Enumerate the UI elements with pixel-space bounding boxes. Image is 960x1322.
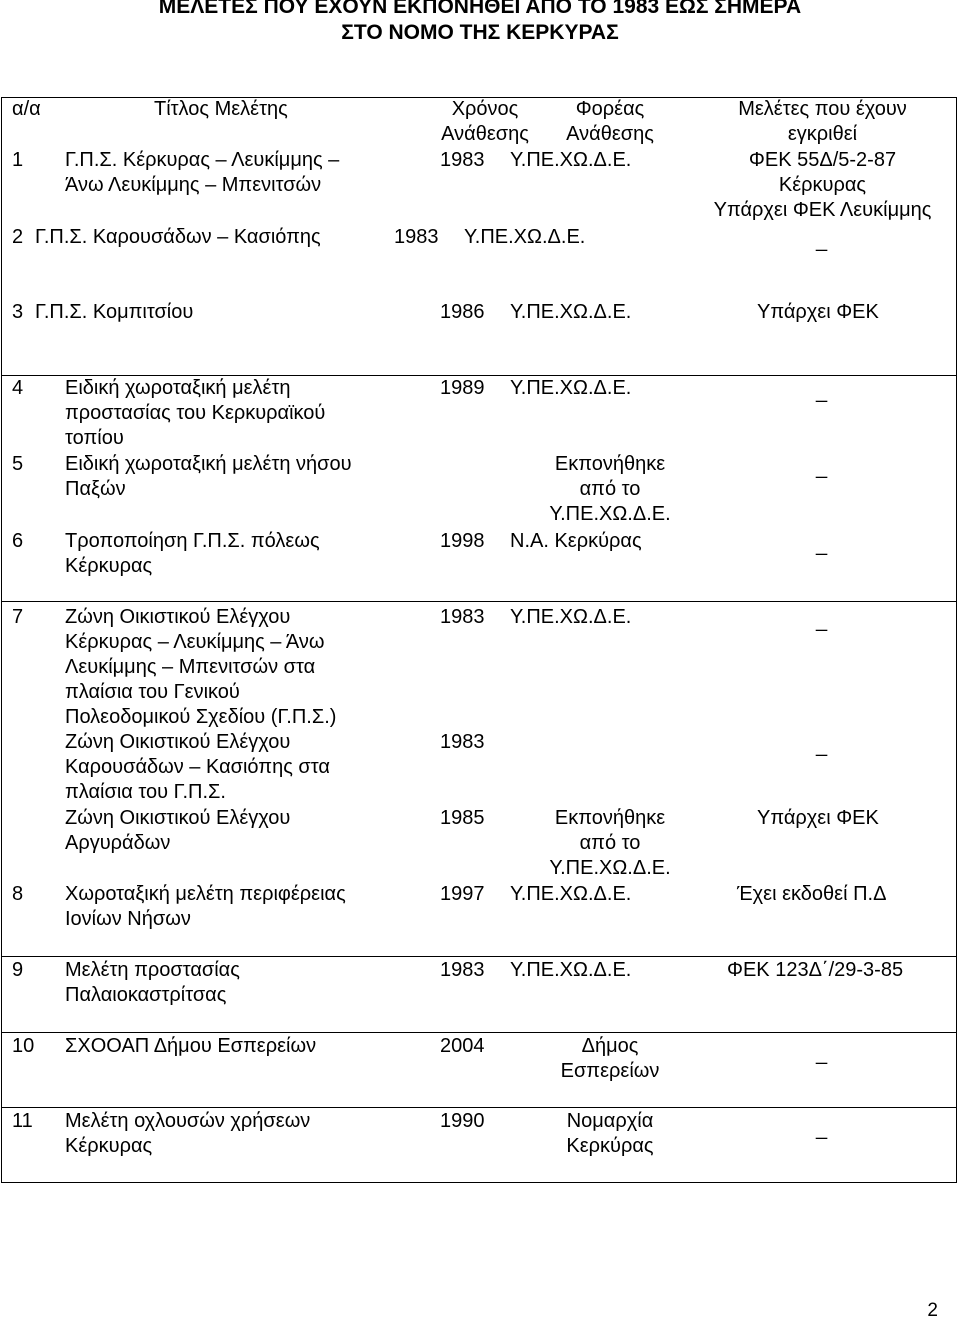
page-title-line-2: ΣΤΟ ΝΟΜΟ ΤΗΣ ΚΕΡΚΥΡΑΣ	[341, 21, 619, 44]
page-title-line-1: ΜΕΛΕΤΕΣ ΠΟΥ ΕΧΟΥΝ ΕΚΠΟΝΗΘΕΙ ΑΠΟ ΤΟ 1983 ΕΩΣ ΣΗΜΕΡΑ	[158, 0, 802, 18]
row-divider	[1, 1107, 957, 1108]
row-8-title: Χωροταξική μελέτη περιφέρειας Ιονίων Νήσων	[65, 883, 346, 930]
row-3-approved: Υπάρχει ΦΕΚ	[757, 301, 879, 323]
row-11-title: Μελέτη οχλουσών χρήσεων Κέρκυρας	[65, 1110, 311, 1157]
row-7a-year: 1983	[440, 606, 485, 628]
row-4-number: 4	[12, 377, 24, 399]
row-7c-year: 1985	[440, 807, 485, 829]
row-11-year: 1990	[440, 1110, 485, 1132]
page-number: 2	[927, 1300, 938, 1321]
row-3-agency: Υ.ΠΕ.ΧΩ.Δ.Ε.	[510, 301, 632, 323]
row-8-number: 8	[12, 883, 24, 905]
row-8-year: 1997	[440, 883, 485, 905]
row-10-approved: _	[816, 1043, 828, 1065]
row-9-agency: Υ.ΠΕ.ΧΩ.Δ.Ε.	[510, 959, 632, 981]
header-year: Χρόνος Ανάθεσης	[441, 98, 529, 145]
row-3-year: 1986	[440, 301, 485, 323]
row-6-year: 1998	[440, 530, 485, 552]
row-4-agency: Υ.ΠΕ.ΧΩ.Δ.Ε.	[510, 377, 632, 399]
row-9-title: Μελέτη προστασίας Παλαιοκαστρίτσας	[65, 959, 240, 1006]
row-5-approved: _	[816, 457, 828, 479]
row-1-agency: Υ.ΠΕ.ΧΩ.Δ.Ε.	[510, 149, 632, 171]
row-2-approved: _	[816, 230, 828, 252]
row-11-approved: _	[816, 1118, 828, 1140]
row-6-agency: Ν.Α. Κερκύρας	[510, 530, 642, 552]
row-5-title: Ειδική χωροταξική μελέτη νήσου Παξών	[65, 453, 352, 500]
row-2-year: 1983	[394, 226, 439, 248]
row-7b-year: 1983	[440, 731, 485, 753]
row-7a-title: Ζώνη Οικιστικού Ελέγχου Κέρκυρας – Λευκίμμης – Άνω Λευκίμμης – Μπενιτσών στα πλαίσια του Γενικού Πολεοδομικού Σχεδίου (Γ.Π.Σ.)	[65, 606, 337, 728]
row-10-number: 10	[12, 1035, 35, 1057]
row-1-title: Γ.Π.Σ. Κέρκυρας – Λευκίμμης – Άνω Λευκίμμης – Μπενιτσών	[65, 149, 340, 196]
row-2-agency: Υ.ΠΕ.ΧΩ.Δ.Ε.	[464, 226, 586, 248]
row-9-year: 1983	[440, 959, 485, 981]
row-1-approved: ΦΕΚ 55Δ/5-2-87 Κέρκυρας Υπάρχει ΦΕΚ Λευκίμμης	[713, 149, 932, 221]
row-10-agency: Δήμος Εσπερείων	[560, 1035, 660, 1082]
row-10-year: 2004	[440, 1035, 485, 1057]
row-divider	[1, 956, 957, 957]
row-11-number: 11	[12, 1110, 33, 1132]
row-divider	[1, 601, 957, 602]
row-3-number: 3	[12, 301, 24, 323]
row-11-agency: Νομαρχία Κερκύρας	[566, 1110, 654, 1157]
row-8-approved: Έχει εκδοθεί Π.Δ	[737, 883, 887, 905]
header-number: α/α	[12, 98, 41, 120]
row-9-approved: ΦΕΚ 123Δ΄/29-3-85	[727, 959, 904, 981]
row-6-approved: _	[816, 534, 828, 556]
row-2-number: 2	[12, 226, 24, 248]
row-10-title: ΣΧΟΟΑΠ Δήμου Εσπερείων	[65, 1035, 317, 1057]
row-6-title: Τροποποίηση Γ.Π.Σ. πόλεως Κέρκυρας	[65, 530, 320, 577]
row-9-number: 9	[12, 959, 24, 981]
row-7a-approved: _	[816, 610, 828, 632]
row-7c-agency: Εκπονήθηκε από το Υ.ΠΕ.ΧΩ.Δ.Ε.	[549, 807, 671, 879]
row-1-year: 1983	[440, 149, 485, 171]
row-5-agency: Εκπονήθηκε από το Υ.ΠΕ.ΧΩ.Δ.Ε.	[549, 453, 671, 525]
row-2-title: Γ.Π.Σ. Καρουσάδων – Κασιόπης	[35, 226, 321, 248]
row-7-number: 7	[12, 606, 24, 628]
row-4-title: Ειδική χωροταξική μελέτη προστασίας του Κερκυραϊκού τοπίου	[65, 377, 326, 449]
header-approved: Μελέτες που έχουν εγκριθεί	[738, 98, 907, 145]
row-8-agency: Υ.ΠΕ.ΧΩ.Δ.Ε.	[510, 883, 632, 905]
row-5-number: 5	[12, 453, 24, 475]
row-7b-title: Ζώνη Οικιστικού Ελέγχου Καρουσάδων – Κασιόπης στα πλαίσια του Γ.Π.Σ.	[65, 731, 330, 803]
row-7a-agency: Υ.ΠΕ.ΧΩ.Δ.Ε.	[510, 606, 632, 628]
row-4-approved: _	[816, 381, 828, 403]
row-3-title: Γ.Π.Σ. Κομπιτσίου	[35, 301, 194, 323]
row-7c-approved: Υπάρχει ΦΕΚ	[757, 807, 879, 829]
row-4-year: 1989	[440, 377, 485, 399]
row-7b-approved: _	[816, 735, 828, 757]
header-study-title: Τίτλος Μελέτης	[154, 98, 288, 120]
row-7c-title: Ζώνη Οικιστικού Ελέγχου Αργυράδων	[65, 807, 291, 854]
row-1-number: 1	[12, 149, 24, 171]
row-divider	[1, 1032, 957, 1033]
header-agency: Φορέας Ανάθεσης	[566, 98, 654, 145]
row-6-number: 6	[12, 530, 24, 552]
